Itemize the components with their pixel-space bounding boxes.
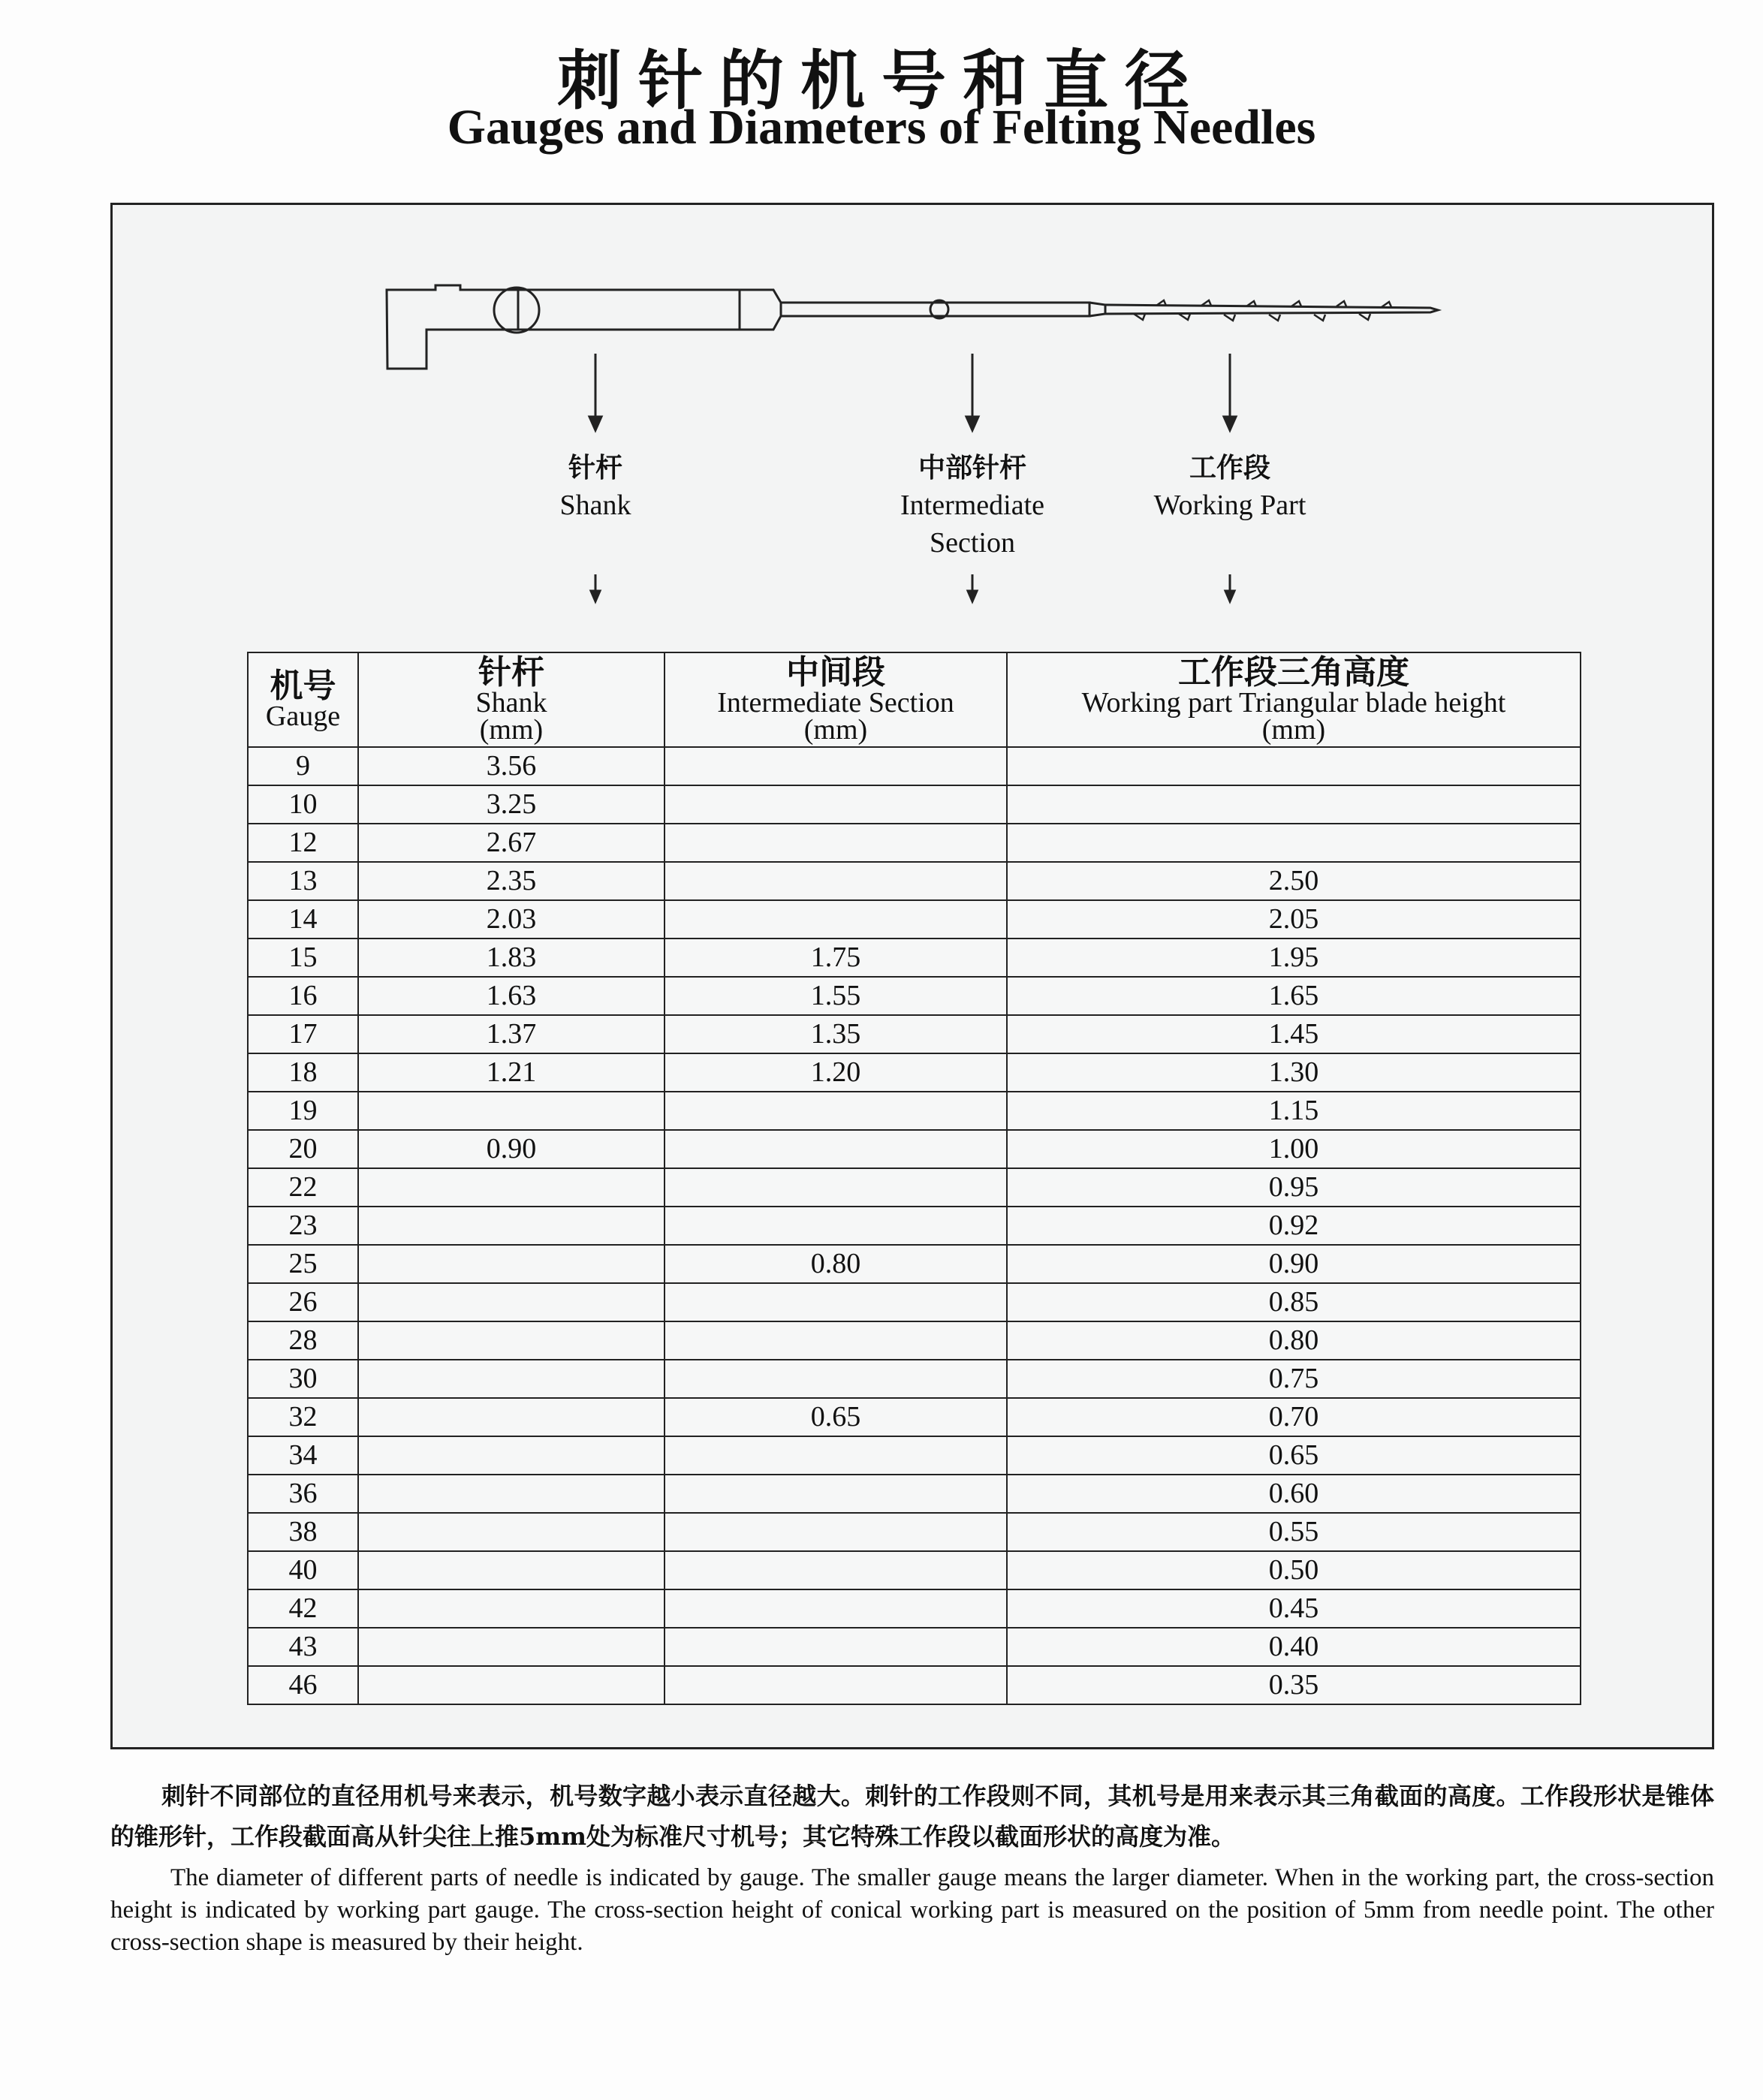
cell-intermediate xyxy=(665,1436,1007,1475)
cell-gauge: 38 xyxy=(248,1513,358,1551)
note-english: The diameter of different parts of needle is indicated by gauge. The smaller gauge means the larger diameter. When in the working part, the cross-section height is indicated by working part gauge. The cross-section height of conical working part is measured on the position of 5mm from needle point. The other cross-section shape is measured by their height. xyxy=(110,1864,1714,1956)
cell-shank xyxy=(358,1475,665,1513)
table-row xyxy=(248,1168,1581,1207)
cell-shank xyxy=(358,1207,665,1245)
cell-intermediate xyxy=(665,862,1007,900)
cell-gauge: 13 xyxy=(248,862,358,900)
table-row xyxy=(248,939,1581,977)
cell-gauge: 43 xyxy=(248,1628,358,1666)
table-row xyxy=(248,1398,1581,1436)
table-row xyxy=(248,1015,1581,1053)
cell-gauge: 19 xyxy=(248,1092,358,1130)
cell-working-part: 0.70 xyxy=(1007,1398,1581,1436)
cell-shank: 1.21 xyxy=(358,1053,665,1092)
cell-working-part: 0.55 xyxy=(1007,1513,1581,1551)
table-row xyxy=(248,1589,1581,1628)
cell-intermediate xyxy=(665,747,1007,785)
label-intermediate: 中部针杆 Intermediate Section xyxy=(900,452,1044,559)
table-row xyxy=(248,1360,1581,1398)
table-row xyxy=(248,977,1581,1015)
cell-working-part: 2.05 xyxy=(1007,900,1581,939)
needle-intermediate xyxy=(781,303,1089,316)
table-row xyxy=(248,1628,1581,1666)
cell-intermediate: 1.75 xyxy=(665,939,1007,977)
cell-working-part: 0.40 xyxy=(1007,1628,1581,1666)
cell-gauge: 36 xyxy=(248,1475,358,1513)
cell-shank xyxy=(358,1168,665,1207)
cell-intermediate xyxy=(665,1207,1007,1245)
table-row xyxy=(248,1436,1581,1475)
cell-shank xyxy=(358,1398,665,1436)
cell-shank xyxy=(358,1283,665,1321)
cell-shank: 3.56 xyxy=(358,747,665,785)
cell-shank: 2.03 xyxy=(358,900,665,939)
cell-working-part: 0.50 xyxy=(1007,1551,1581,1589)
cell-shank xyxy=(358,1321,665,1360)
cell-working-part: 1.45 xyxy=(1007,1015,1581,1053)
cell-intermediate: 0.65 xyxy=(665,1398,1007,1436)
cell-working-part: 0.75 xyxy=(1007,1360,1581,1398)
cell-working-part: 0.90 xyxy=(1007,1245,1581,1283)
cell-intermediate xyxy=(665,1283,1007,1321)
table-row xyxy=(248,1513,1581,1551)
cell-intermediate: 0.80 xyxy=(665,1245,1007,1283)
cell-gauge: 12 xyxy=(248,824,358,862)
cell-working-part: 0.85 xyxy=(1007,1283,1581,1321)
cell-intermediate xyxy=(665,1666,1007,1704)
cell-shank xyxy=(358,1245,665,1283)
table-row xyxy=(248,747,1581,785)
cell-gauge: 9 xyxy=(248,747,358,785)
cell-shank xyxy=(358,1589,665,1628)
needle-working-part xyxy=(1105,305,1438,314)
table-row xyxy=(248,1321,1581,1360)
cell-shank: 2.67 xyxy=(358,824,665,862)
table-row xyxy=(248,785,1581,824)
label-shank: 针杆 Shank xyxy=(559,452,631,521)
cell-working-part: 1.65 xyxy=(1007,977,1581,1015)
cell-working-part xyxy=(1007,747,1581,785)
felting-needle-diagram xyxy=(113,205,1712,625)
cell-intermediate xyxy=(665,1092,1007,1130)
cell-shank: 1.63 xyxy=(358,977,665,1015)
header-working-part: 工作段三角高度 Working part Triangular blade height (mm) xyxy=(1007,652,1581,747)
arrow-down-icon xyxy=(589,417,601,430)
cell-intermediate xyxy=(665,1130,1007,1168)
page-title-cn: 刺针的机号和直径 xyxy=(557,43,1206,119)
cell-intermediate xyxy=(665,824,1007,862)
cell-working-part: 1.00 xyxy=(1007,1130,1581,1168)
header-intermediate: 中间段 Intermediate Section (mm) xyxy=(665,652,1007,747)
cell-intermediate: 1.20 xyxy=(665,1053,1007,1092)
cell-working-part xyxy=(1007,785,1581,824)
cell-gauge: 10 xyxy=(248,785,358,824)
arrow-down-icon xyxy=(1224,417,1236,430)
note-chinese: 刺针不同部位的直径用机号来表示，机号数字越小表示直径越大。刺针的工作段则不同，其机号是用来表示其三角截面的高度。工作段形状是锥体的锥形针，工作段截面高从针尖往上推5mm处为标准尺寸机号；其它特殊工作段以截面形状的高度为准。 xyxy=(110,1782,1714,1851)
cell-working-part xyxy=(1007,824,1581,862)
cell-gauge: 30 xyxy=(248,1360,358,1398)
cell-gauge: 18 xyxy=(248,1053,358,1092)
cell-gauge: 28 xyxy=(248,1321,358,1360)
table-row xyxy=(248,1551,1581,1589)
cell-working-part: 0.92 xyxy=(1007,1207,1581,1245)
cell-working-part: 2.50 xyxy=(1007,862,1581,900)
cell-shank xyxy=(358,1360,665,1398)
cell-intermediate xyxy=(665,1513,1007,1551)
needle-panel xyxy=(110,203,1714,1749)
label-working-part: 工作段 Working Part xyxy=(1153,452,1306,521)
cell-intermediate xyxy=(665,1168,1007,1207)
cell-shank: 2.35 xyxy=(358,862,665,900)
cell-gauge: 14 xyxy=(248,900,358,939)
cell-shank xyxy=(358,1513,665,1551)
page-title-en: Gauges and Diameters of Felting Needles xyxy=(447,100,1316,155)
arrow-down-icon xyxy=(591,591,600,601)
header-gauge: 机号 Gauge xyxy=(248,652,358,747)
table-row xyxy=(248,1475,1581,1513)
cell-intermediate xyxy=(665,1589,1007,1628)
cell-shank xyxy=(358,1436,665,1475)
cell-shank xyxy=(358,1551,665,1589)
cell-shank: 1.37 xyxy=(358,1015,665,1053)
cell-working-part: 0.60 xyxy=(1007,1475,1581,1513)
cell-gauge: 16 xyxy=(248,977,358,1015)
cell-shank: 3.25 xyxy=(358,785,665,824)
cell-shank xyxy=(358,1666,665,1704)
table-row xyxy=(248,1092,1581,1130)
cell-gauge: 40 xyxy=(248,1551,358,1589)
cell-working-part: 0.80 xyxy=(1007,1321,1581,1360)
cell-gauge: 42 xyxy=(248,1589,358,1628)
cell-gauge: 22 xyxy=(248,1168,358,1207)
cell-gauge: 25 xyxy=(248,1245,358,1283)
table-row xyxy=(248,1283,1581,1321)
table-row xyxy=(248,1053,1581,1092)
cell-shank: 0.90 xyxy=(358,1130,665,1168)
cell-intermediate xyxy=(665,1321,1007,1360)
cell-working-part: 1.30 xyxy=(1007,1053,1581,1092)
cell-working-part: 0.95 xyxy=(1007,1168,1581,1207)
cell-gauge: 26 xyxy=(248,1283,358,1321)
cell-working-part: 1.15 xyxy=(1007,1092,1581,1130)
arrow-down-icon xyxy=(1225,591,1234,601)
cell-intermediate: 1.35 xyxy=(665,1015,1007,1053)
cell-working-part: 0.35 xyxy=(1007,1666,1581,1704)
needle-shank xyxy=(518,290,740,330)
cell-intermediate: 1.55 xyxy=(665,977,1007,1015)
cell-intermediate xyxy=(665,900,1007,939)
cell-intermediate xyxy=(665,1475,1007,1513)
table-row xyxy=(248,1245,1581,1283)
cell-shank xyxy=(358,1628,665,1666)
arrow-down-icon xyxy=(966,417,978,430)
table-row xyxy=(248,824,1581,862)
cell-shank xyxy=(358,1092,665,1130)
gauge-table xyxy=(247,652,1581,1705)
cell-intermediate xyxy=(665,1360,1007,1398)
cell-intermediate xyxy=(665,1628,1007,1666)
cell-gauge: 15 xyxy=(248,939,358,977)
cell-gauge: 23 xyxy=(248,1207,358,1245)
cell-working-part: 0.65 xyxy=(1007,1436,1581,1475)
table-row xyxy=(248,1130,1581,1168)
cell-working-part: 1.95 xyxy=(1007,939,1581,977)
cell-intermediate xyxy=(665,785,1007,824)
cell-intermediate xyxy=(665,1551,1007,1589)
cell-working-part: 0.45 xyxy=(1007,1589,1581,1628)
cell-gauge: 32 xyxy=(248,1398,358,1436)
arrow-down-icon xyxy=(968,591,977,601)
cell-gauge: 46 xyxy=(248,1666,358,1704)
cell-shank: 1.83 xyxy=(358,939,665,977)
table-row xyxy=(248,862,1581,900)
cell-gauge: 20 xyxy=(248,1130,358,1168)
gauge-table-body xyxy=(248,747,1581,1704)
header-shank: 针杆 Shank (mm) xyxy=(358,652,665,747)
table-row xyxy=(248,1207,1581,1245)
cell-gauge: 34 xyxy=(248,1436,358,1475)
table-row xyxy=(248,1666,1581,1704)
table-row xyxy=(248,900,1581,939)
cell-gauge: 17 xyxy=(248,1015,358,1053)
